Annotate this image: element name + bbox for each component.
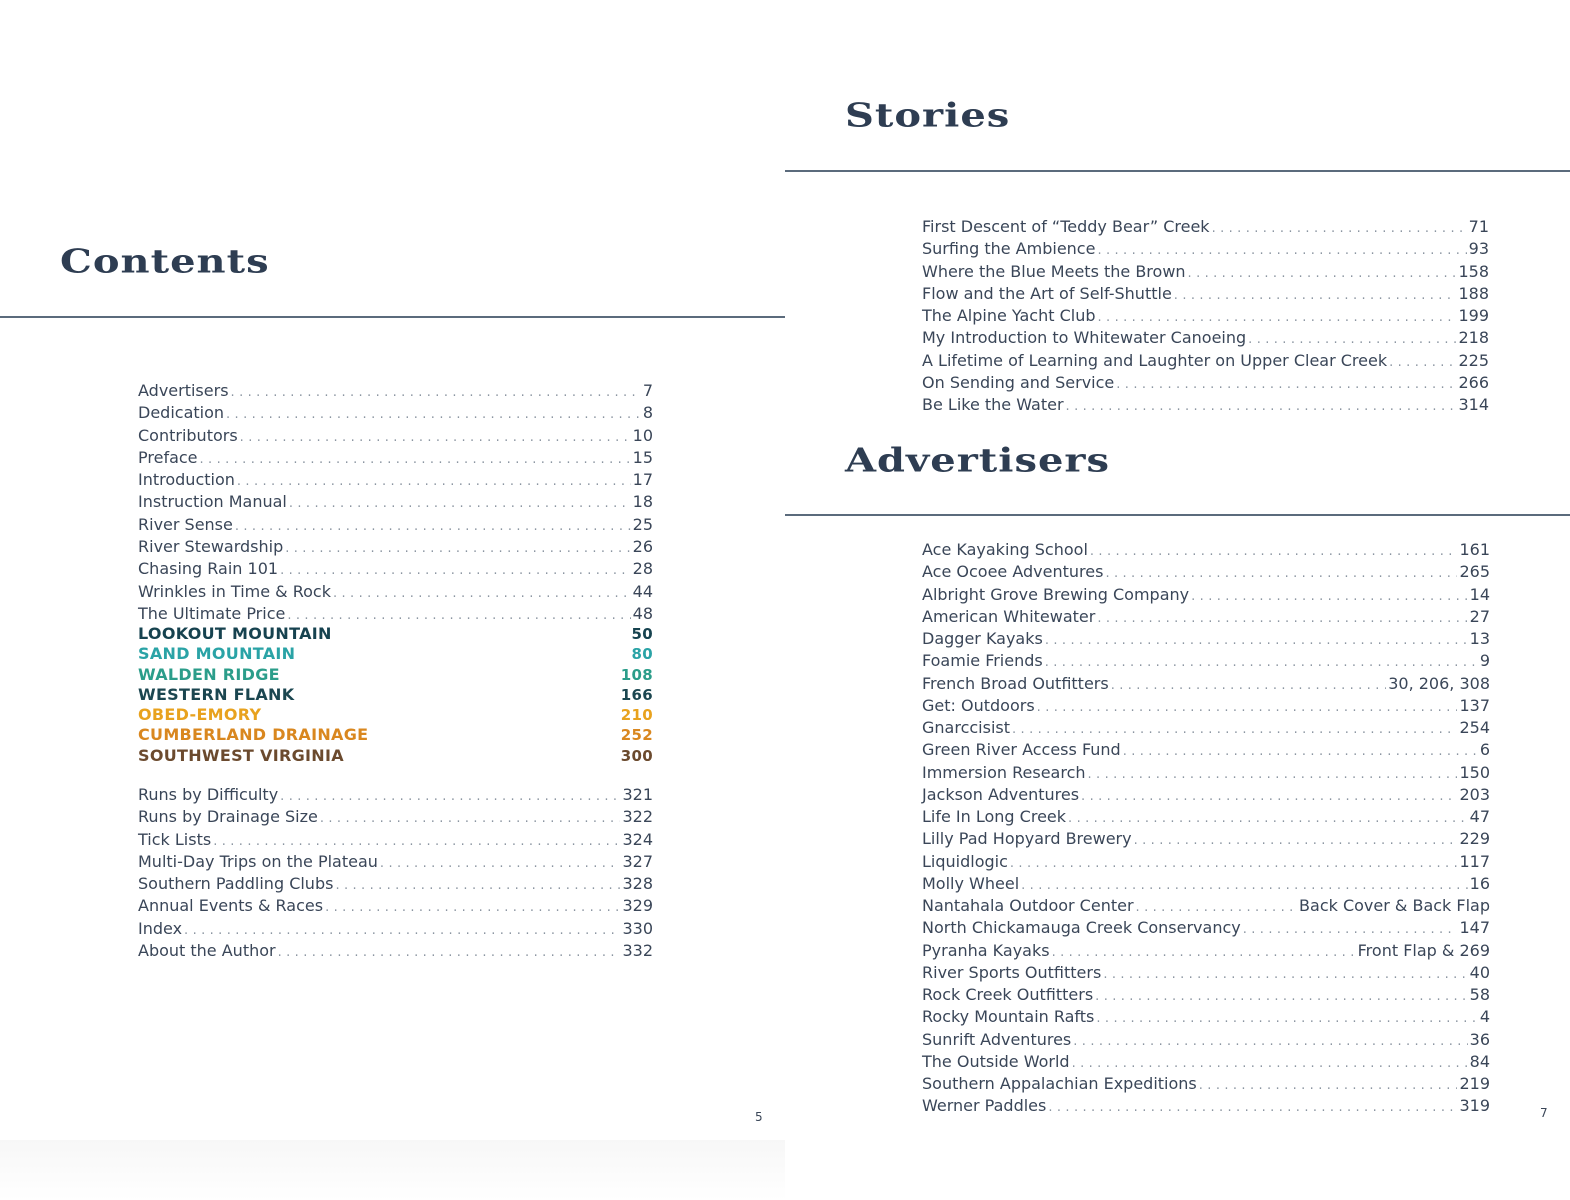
toc-entry <box>922 373 1489 395</box>
entry-page-number: 7 <box>642 381 653 400</box>
entry-title: Surfing the Ambience <box>922 239 1096 259</box>
entry-title: Southern Paddling Clubs <box>138 874 334 894</box>
section-title: WALDEN RIDGE <box>138 664 280 684</box>
entry-page-number: 218 <box>1458 328 1489 348</box>
toc-entry <box>922 651 1490 673</box>
entry-title: Life In Long Creek <box>922 807 1067 826</box>
entry-title: Nantahala Outdoor Center <box>922 896 1134 915</box>
entry-title: Pyranha Kayaks <box>922 940 1050 960</box>
dot-leader <box>1048 1098 1457 1118</box>
contents-heading: Contents <box>60 242 270 281</box>
dot-leader <box>1199 1076 1458 1096</box>
toc-entry <box>922 306 1489 328</box>
page-bottom-edge <box>0 1140 785 1200</box>
entry-page-number: 9 <box>1479 651 1490 671</box>
dot-leader <box>1191 587 1468 607</box>
toc-entry <box>922 284 1489 306</box>
entry-title: Jackson Adventures <box>922 784 1080 804</box>
section-page-number: 108 <box>620 665 653 684</box>
back-matter-list <box>138 785 653 963</box>
toc-entry <box>138 852 653 874</box>
toc-entry <box>138 896 653 918</box>
entry-title: Annual Events & Races <box>138 896 324 916</box>
entry-title: Ace Ocoee Adventures <box>922 562 1104 582</box>
entry-title: Dedication <box>138 403 225 423</box>
section-title: SOUTHWEST VIRGINIA <box>138 745 344 765</box>
section-entry <box>138 725 653 745</box>
dot-leader <box>1097 609 1467 629</box>
entry-title: Be Like the Water <box>922 395 1064 415</box>
dot-leader <box>1045 631 1468 651</box>
entry-page-number: 188 <box>1458 283 1489 303</box>
entry-title: River Sports Outfitters <box>922 962 1102 982</box>
entry-page-number: 322 <box>622 807 653 827</box>
toc-entry <box>138 403 653 425</box>
toc-entry <box>922 239 1489 261</box>
section-page-number: 80 <box>631 645 653 664</box>
toc-entry <box>922 1030 1490 1052</box>
entry-page-number: 10 <box>632 425 653 445</box>
dot-leader <box>226 405 641 425</box>
entry-page-number: 16 <box>1469 873 1490 893</box>
dot-leader <box>1045 653 1478 673</box>
toc-entry <box>138 785 653 807</box>
toc-entry <box>922 918 1490 940</box>
toc-entry <box>922 351 1489 373</box>
toc-entry <box>138 874 653 896</box>
toc-entry <box>922 829 1490 851</box>
dot-leader <box>1248 330 1456 350</box>
dot-leader <box>1096 1009 1477 1029</box>
section-title: WESTERN FLANK <box>138 684 295 704</box>
right-page <box>785 0 1570 1140</box>
entry-title: My Introduction to Whitewater Canoeing <box>922 328 1247 348</box>
entry-page-number: 225 <box>1458 350 1489 370</box>
toc-entry <box>922 874 1490 896</box>
entry-page-number: 48 <box>632 603 653 623</box>
entry-page-number: 36 <box>1469 1029 1490 1049</box>
dot-leader <box>1134 831 1458 851</box>
toc-entry <box>922 896 1490 918</box>
entry-title: Where the Blue Meets the Brown <box>922 261 1186 281</box>
dot-leader <box>325 898 620 918</box>
entry-page-number: 30, 206, 308 <box>1388 673 1490 693</box>
entry-title: River Stewardship <box>138 537 284 557</box>
dot-leader <box>333 584 631 604</box>
entry-page-number: 265 <box>1459 562 1490 582</box>
dot-leader <box>1116 375 1456 395</box>
section-entry <box>138 624 653 644</box>
entry-title: Tick Lists <box>138 829 212 849</box>
section-entry <box>138 685 653 705</box>
entry-page-number: 203 <box>1459 784 1490 804</box>
toc-entry <box>922 740 1490 762</box>
entry-page-number: 158 <box>1458 261 1489 281</box>
entry-title: First Descent of “Teddy Bear” Creek <box>922 217 1210 236</box>
entry-title: Dagger Kayaks <box>922 629 1043 648</box>
entry-page-number: 330 <box>622 918 653 938</box>
entry-page-number: 47 <box>1469 807 1490 826</box>
entry-page-number: 58 <box>1469 985 1490 1004</box>
advertisers-heading: Advertisers <box>845 441 1111 480</box>
dot-leader <box>280 561 631 581</box>
toc-entry <box>922 607 1490 629</box>
dot-leader <box>285 539 630 559</box>
entry-title: American Whitewater <box>922 606 1096 626</box>
entry-title: River Sense <box>138 514 233 534</box>
entry-page-number: 161 <box>1459 540 1490 559</box>
entry-page-number: 321 <box>622 785 653 804</box>
section-entry <box>138 705 653 725</box>
toc-entry <box>922 852 1490 874</box>
section-page-number: 166 <box>620 685 653 704</box>
entry-page-number: 329 <box>622 896 653 916</box>
section-page-number: 50 <box>631 625 653 643</box>
toc-entry <box>922 785 1490 807</box>
entry-title: Flow and the Art of Self-Shuttle <box>922 283 1172 303</box>
dot-leader <box>1037 698 1458 718</box>
entry-page-number: 229 <box>1459 829 1490 849</box>
toc-entry <box>922 585 1490 607</box>
dot-leader <box>1389 353 1456 373</box>
dot-leader <box>1052 943 1356 963</box>
entry-page-number: 254 <box>1459 718 1490 737</box>
toc-entry <box>922 217 1489 239</box>
entry-title: Albright Grove Brewing Company <box>922 584 1190 604</box>
entry-title: Index <box>138 918 183 938</box>
toc-entry <box>138 448 653 470</box>
toc-entry <box>138 492 653 514</box>
entry-page-number: 14 <box>1469 584 1490 604</box>
entry-title: Rock Creek Outfitters <box>922 985 1094 1004</box>
section-entry <box>138 665 653 685</box>
entry-title: The Alpine Yacht Club <box>922 306 1096 326</box>
dot-leader <box>1097 241 1466 261</box>
dot-leader <box>1098 308 1457 328</box>
toc-entry <box>138 582 653 604</box>
entry-page-number: 319 <box>1459 1096 1490 1116</box>
entry-page-number: 332 <box>622 941 653 961</box>
entry-page-number: 117 <box>1459 851 1490 871</box>
toc-entry <box>138 381 653 403</box>
dot-leader <box>1174 286 1457 306</box>
toc-entry <box>922 540 1490 562</box>
entry-page-number: 147 <box>1459 918 1490 938</box>
entry-page-number: 150 <box>1459 762 1490 782</box>
toc-entry <box>922 562 1490 584</box>
dot-leader <box>1012 720 1457 740</box>
entry-title: Contributors <box>138 425 238 445</box>
section-page-number: 210 <box>620 706 653 725</box>
toc-entry <box>922 1007 1490 1029</box>
dot-leader <box>289 494 631 514</box>
contents-rule <box>0 316 785 318</box>
entry-title: Chasing Rain 101 <box>138 559 279 579</box>
entry-page-number: 28 <box>632 559 653 579</box>
dot-leader <box>231 383 641 403</box>
dot-leader <box>320 809 621 829</box>
dot-leader <box>1021 876 1468 896</box>
entry-title: Ace Kayaking School <box>922 540 1088 559</box>
entry-title: Rocky Mountain Rafts <box>922 1007 1095 1027</box>
entry-page-number: 84 <box>1469 1051 1490 1071</box>
toc-entry <box>922 629 1490 651</box>
page-number-left: 5 <box>755 1110 763 1124</box>
toc-entry <box>138 919 653 941</box>
toc-entry <box>138 426 653 448</box>
sections-list <box>138 624 653 766</box>
entry-title: Sunrift Adventures <box>922 1029 1072 1049</box>
entry-title: About the Author <box>138 941 276 961</box>
toc-entry <box>922 718 1490 740</box>
dot-leader <box>335 876 620 896</box>
entry-page-number: 4 <box>1479 1007 1490 1027</box>
entry-title: Wrinkles in Time & Rock <box>138 581 331 601</box>
entry-page-number: 266 <box>1458 373 1489 393</box>
toc-entry <box>922 763 1490 785</box>
section-title: OBED-EMORY <box>138 705 262 725</box>
entry-page-number: 219 <box>1459 1074 1490 1093</box>
toc-entry <box>922 1096 1490 1118</box>
entry-page-number: 199 <box>1458 306 1489 326</box>
entry-page-number: 40 <box>1469 962 1490 982</box>
entry-page-number: 15 <box>632 447 653 467</box>
dot-leader <box>1072 1054 1468 1074</box>
dot-leader <box>213 832 620 852</box>
left-page <box>0 0 785 1140</box>
entry-page-number: 44 <box>632 581 653 601</box>
entry-title: A Lifetime of Learning and Laughter on Upper Clear Creek <box>922 350 1388 370</box>
toc-entry <box>138 559 653 581</box>
dot-leader <box>1111 676 1387 696</box>
entry-title: Southern Appalachian Expeditions <box>922 1074 1197 1093</box>
dot-leader <box>278 943 621 963</box>
dot-leader <box>184 921 620 941</box>
section-page-number: 252 <box>620 726 653 745</box>
toc-entry <box>922 941 1490 963</box>
toc-entry <box>922 1052 1490 1074</box>
entry-page-number: 8 <box>642 403 653 423</box>
toc-entry <box>922 262 1489 284</box>
toc-entry <box>138 941 653 963</box>
entry-title: Get: Outdoors <box>922 695 1035 715</box>
entry-title: Runs by Drainage Size <box>138 807 318 827</box>
stories-list <box>922 217 1489 418</box>
dot-leader <box>1068 809 1468 829</box>
entry-title: North Chickamauga Creek Conservancy <box>922 918 1241 938</box>
dot-leader <box>1066 397 1457 417</box>
entry-title: The Outside World <box>922 1051 1070 1071</box>
entry-page-number: 71 <box>1468 217 1489 236</box>
dot-leader <box>1095 987 1467 1007</box>
entry-title: Lilly Pad Hopyard Brewery <box>922 829 1132 849</box>
entry-title: Gnarccisist <box>922 718 1010 737</box>
toc-entry <box>922 395 1489 417</box>
advertisers-rule <box>785 514 1570 516</box>
dot-leader <box>235 517 631 537</box>
entry-page-number: Back Cover & Back Flap <box>1299 896 1490 915</box>
section-entry <box>138 746 653 766</box>
section-page-number: 300 <box>620 746 653 765</box>
entry-page-number: 18 <box>632 492 653 512</box>
section-title: CUMBERLAND DRAINAGE <box>138 725 369 745</box>
entry-title: Preface <box>138 447 198 467</box>
dot-leader <box>1243 920 1458 940</box>
entry-title: On Sending and Service <box>922 373 1115 393</box>
entry-page-number: Front Flap & 269 <box>1357 940 1490 960</box>
entry-page-number: 17 <box>632 470 653 490</box>
entry-page-number: 137 <box>1459 695 1490 715</box>
entry-title: Werner Paddles <box>922 1096 1047 1116</box>
entry-title: Runs by Difficulty <box>138 785 279 804</box>
dot-leader <box>237 472 631 492</box>
entry-page-number: 314 <box>1458 395 1489 415</box>
entry-title: Advertisers <box>138 381 229 400</box>
toc-entry <box>922 985 1490 1007</box>
toc-entry <box>922 696 1490 718</box>
stories-heading: Stories <box>845 96 1011 135</box>
toc-entry <box>138 604 653 626</box>
entry-title: Multi-Day Trips on the Plateau <box>138 851 378 871</box>
section-title: LOOKOUT MOUNTAIN <box>138 624 332 643</box>
entry-title: The Ultimate Price <box>138 603 286 623</box>
dot-leader <box>1081 787 1457 807</box>
dot-leader <box>1136 898 1298 918</box>
entry-page-number: 13 <box>1469 629 1490 648</box>
entry-title: Instruction Manual <box>138 492 287 512</box>
dot-leader <box>1090 542 1458 562</box>
dot-leader <box>200 450 631 470</box>
dot-leader <box>280 787 620 807</box>
toc-entry <box>138 470 653 492</box>
dot-leader <box>1088 765 1458 785</box>
entry-page-number: 93 <box>1468 239 1489 259</box>
dot-leader <box>240 428 631 448</box>
dot-leader <box>1123 742 1478 762</box>
toc-entry <box>922 807 1490 829</box>
entry-page-number: 324 <box>622 829 653 849</box>
dot-leader <box>380 854 621 874</box>
section-entry <box>138 644 653 664</box>
entry-title: Introduction <box>138 470 235 490</box>
entry-title: Immersion Research <box>922 762 1086 782</box>
entry-title: Green River Access Fund <box>922 740 1121 760</box>
entry-page-number: 328 <box>622 874 653 894</box>
dot-leader <box>1010 854 1458 874</box>
entry-page-number: 25 <box>632 514 653 534</box>
dot-leader <box>1105 564 1457 584</box>
toc-entry <box>922 1074 1490 1096</box>
toc-entry <box>922 328 1489 350</box>
dot-leader <box>1188 264 1457 284</box>
front-matter-list <box>138 381 653 626</box>
page-number-right: 7 <box>1540 1106 1548 1120</box>
entry-page-number: 6 <box>1479 740 1490 760</box>
toc-entry <box>922 963 1490 985</box>
entry-title: Liquidlogic <box>922 851 1008 871</box>
toc-entry <box>138 537 653 559</box>
toc-entry <box>138 807 653 829</box>
entry-title: Molly Wheel <box>922 873 1020 893</box>
entry-page-number: 27 <box>1469 606 1490 626</box>
advertisers-list <box>922 540 1490 1119</box>
dot-leader <box>1073 1032 1467 1052</box>
entry-title: Foamie Friends <box>922 651 1043 671</box>
entry-page-number: 26 <box>632 537 653 557</box>
dot-leader <box>1212 219 1467 239</box>
dot-leader <box>1103 965 1467 985</box>
section-title: SAND MOUNTAIN <box>138 644 296 664</box>
toc-entry <box>922 674 1490 696</box>
stories-rule <box>785 170 1570 172</box>
toc-entry <box>138 515 653 537</box>
entry-title: French Broad Outfitters <box>922 673 1109 693</box>
toc-entry <box>138 830 653 852</box>
entry-page-number: 327 <box>622 851 653 871</box>
